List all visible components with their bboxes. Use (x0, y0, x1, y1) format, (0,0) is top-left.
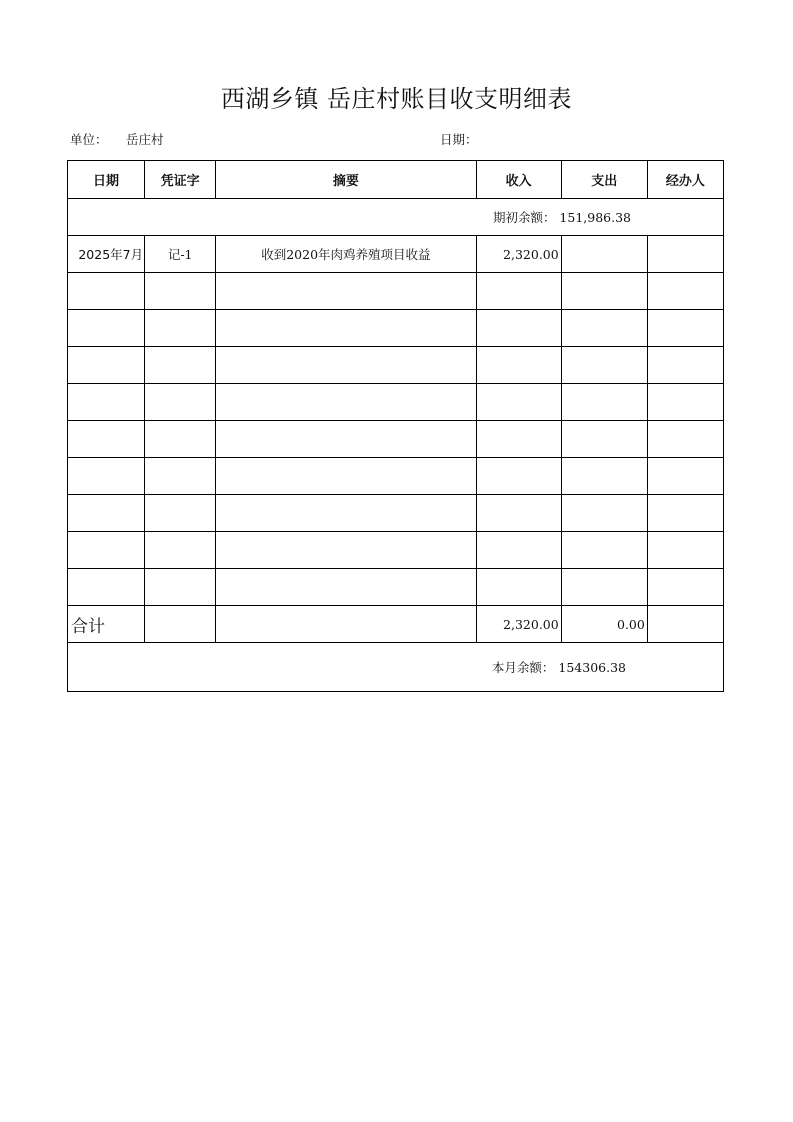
opening-balance: 期初余额： 151,986.38 (68, 199, 724, 236)
total-label: 合计 (68, 606, 145, 643)
ledger-table (67, 160, 724, 692)
empty-row (68, 458, 724, 495)
column-header-handler: 经办人 (647, 161, 723, 199)
cell-income: 2,320.00 (476, 236, 561, 273)
table-row (68, 236, 724, 273)
header-row (68, 161, 724, 199)
empty-row (68, 347, 724, 384)
total-row (68, 606, 724, 643)
column-header-summary: 摘要 (216, 161, 476, 199)
empty-row (68, 569, 724, 606)
cell-handler (647, 236, 723, 273)
cell-summary: 收到2020年肉鸡养殖项目收益 (216, 236, 476, 273)
empty-row (68, 532, 724, 569)
opening-balance-row (68, 199, 724, 236)
unit-value: 岳庄村 (126, 132, 164, 147)
empty-row (68, 384, 724, 421)
cell-voucher: 记-1 (145, 236, 216, 273)
column-header-expense: 支出 (561, 161, 647, 199)
cell-expense (561, 236, 647, 273)
column-header-income: 收入 (476, 161, 561, 199)
date-label: 日期： (440, 132, 478, 147)
closing-balance: 本月余额： 154306.38 (68, 643, 724, 692)
empty-row (68, 310, 724, 347)
total-expense: 0.00 (561, 606, 647, 643)
empty-row (68, 495, 724, 532)
empty-row (68, 421, 724, 458)
cell-date: 2025年7月 (68, 236, 145, 273)
total-income: 2,320.00 (476, 606, 561, 643)
closing-balance-row (68, 643, 724, 692)
empty-row (68, 273, 724, 310)
unit-label: 单位： (70, 132, 108, 147)
column-header-date: 日期 (68, 161, 145, 199)
column-header-voucher: 凭证字 (145, 161, 216, 199)
page-title: 西湖乡镇 岳庄村账目收支明细表 (220, 85, 573, 113)
